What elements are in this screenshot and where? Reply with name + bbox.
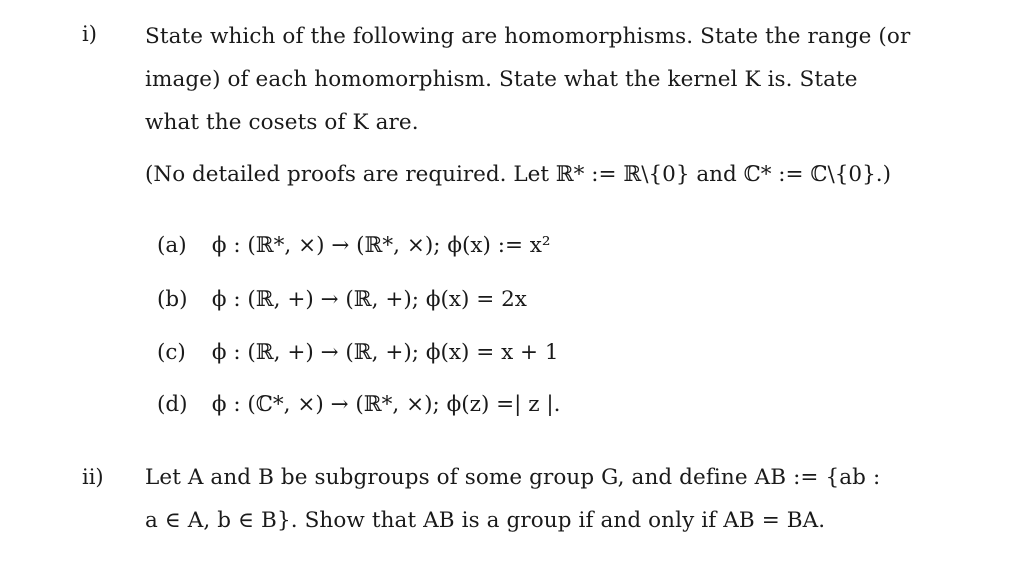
item-formula: ϕ : (ℝ, +) → (ℝ, +); ϕ(x) = x + 1 xyxy=(211,340,559,365)
statement-line: a ∈ A, b ∈ B}. Show that AB is a group if and only if AB = BA. xyxy=(145,508,826,533)
item-letter: (a) xyxy=(157,233,187,258)
statement-line: Let A and B be subgroups of some group G, and define AB := {ab : xyxy=(145,465,881,490)
part-ii-statement xyxy=(145,456,980,542)
list-item xyxy=(157,342,559,364)
definitions-note: (No detailed proofs are required. Let ℝ* := ℝ\{0} and ℂ* := ℂ\{0}.) xyxy=(145,162,891,187)
part-i-statement xyxy=(145,15,980,144)
part-label-ii: ii) xyxy=(82,465,104,489)
part-label-i: i) xyxy=(82,22,97,46)
item-letter: (b) xyxy=(157,287,188,312)
item-formula: ϕ : (ℝ, +) → (ℝ, +); ϕ(x) = 2x xyxy=(211,287,527,312)
statement-line: image) of each homomorphism. State what the kernel K is. State xyxy=(145,67,858,92)
item-formula: ϕ : (ℝ*, ×) → (ℝ*, ×); ϕ(x) := x² xyxy=(211,233,551,258)
statement-line: what the cosets of K are. xyxy=(145,110,419,135)
statement-line: State which of the following are homomorphisms. State the range (or xyxy=(145,24,911,49)
list-item xyxy=(157,289,527,311)
list-item xyxy=(157,394,561,416)
item-formula: ϕ : (ℂ*, ×) → (ℝ*, ×); ϕ(z) =| z |. xyxy=(211,392,561,417)
item-letter: (d) xyxy=(157,392,188,417)
list-item xyxy=(157,235,551,257)
item-letter: (c) xyxy=(157,340,186,365)
